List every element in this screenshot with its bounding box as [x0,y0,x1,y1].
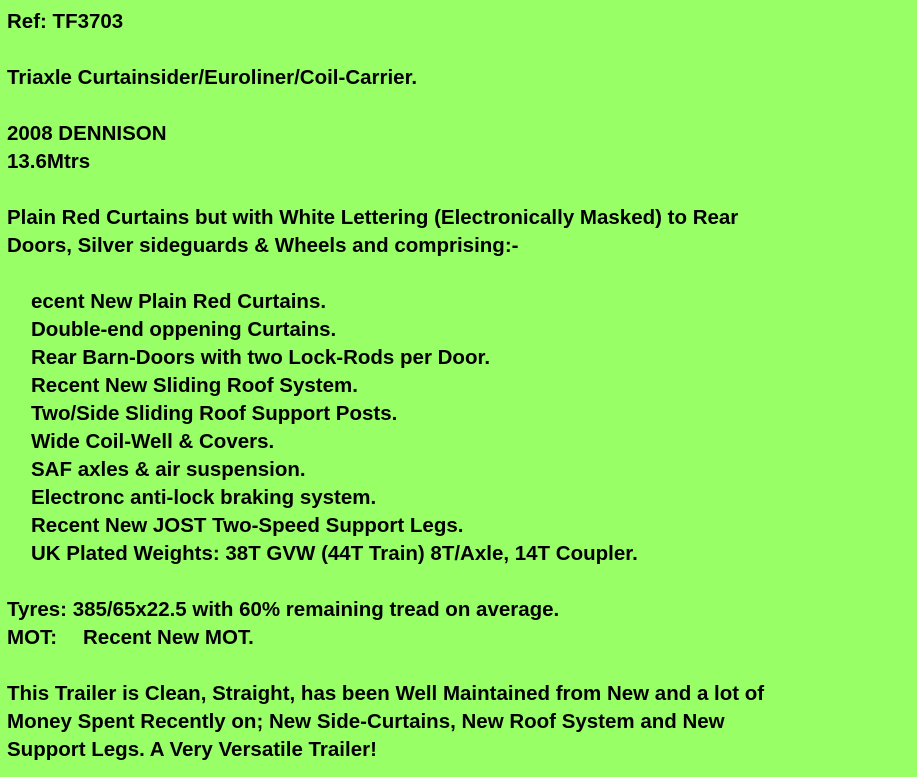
trailer-type-heading: Triaxle Curtainsider/Euroliner/Coil-Carrier. [7,66,418,89]
feature-item: Double-end oppening Curtains. [31,318,337,341]
feature-item: ecent New Plain Red Curtains. [31,290,327,313]
year-make: 2008 DENNISON [7,122,167,145]
spacer [7,568,917,596]
description-paragraph [7,204,917,260]
mot-label: MOT: [7,626,58,649]
summary-line: Money Spent Recently on; New Side-Curtains, New Roof System and New [7,710,725,733]
reference-number: Ref: TF3703 [7,10,124,33]
feature-item: Rear Barn-Doors with two Lock-Rods per Door. [31,346,491,369]
feature-list [7,288,917,568]
feature-item: Wide Coil-Well & Covers. [31,430,275,453]
feature-item: Two/Side Sliding Roof Support Posts. [31,402,398,425]
spacer [7,652,917,680]
spacer [7,92,917,120]
summary-line: Support Legs. A Very Versatile Trailer! [7,738,377,761]
feature-item: Recent New JOST Two-Speed Support Legs. [31,514,464,537]
feature-item: Electronc anti-lock braking system. [31,486,377,509]
tyres-info: Tyres: 385/65x22.5 with 60% remaining tread on average. [7,598,560,621]
spacer [7,176,917,204]
feature-item: SAF axles & air suspension. [31,458,306,481]
description-line: Doors, Silver sideguards & Wheels and comprising:- [7,234,519,257]
summary-paragraph [7,680,917,764]
summary-line: This Trailer is Clean, Straight, has been Well Maintained from New and a lot of [7,682,765,705]
feature-item: UK Plated Weights: 38T GVW (44T Train) 8T/Axle, 14T Coupler. [31,542,638,565]
spacer [7,260,917,288]
spacer [7,36,917,64]
trailer-length: 13.6Mtrs [7,150,91,173]
mot-info [7,624,917,652]
description-line: Plain Red Curtains but with White Lettering (Electronically Masked) to Rear [7,206,739,229]
mot-value: Recent New MOT. [83,626,254,649]
feature-item: Recent New Sliding Roof System. [31,374,358,397]
